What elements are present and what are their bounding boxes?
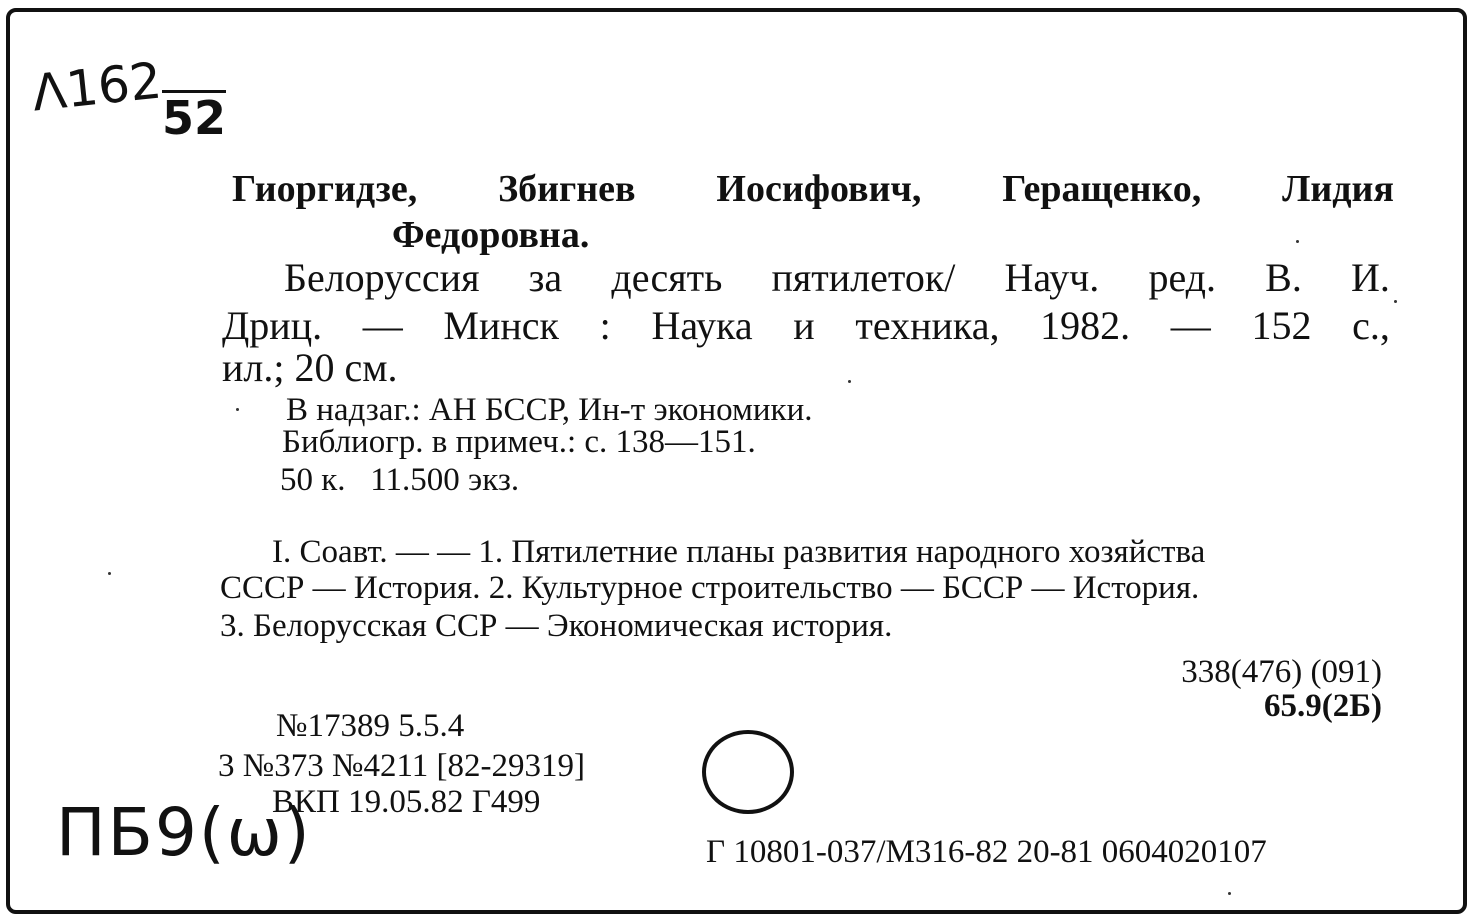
description-word: Белоруссия: [284, 255, 480, 300]
description-word: и: [793, 303, 815, 348]
description-word: ред.: [1148, 255, 1217, 300]
note-price-print-run: 50 к. 11.500 экз.: [280, 462, 520, 498]
note-series: В надзаг.: АН БССР, Ин-т экономики.: [286, 392, 813, 428]
description-word: 1982.: [1040, 303, 1131, 348]
scan-speck: [1296, 240, 1299, 243]
author-word: Лидия: [1282, 168, 1394, 210]
description-word: —: [1170, 303, 1211, 348]
description-word: Наука: [651, 303, 753, 348]
registration-line-1: №17389 5.5.4: [276, 708, 465, 744]
subject-line-2: СССР — История. 2. Культурное строительство — БССР — История.: [220, 570, 1200, 606]
description-word: Дриц.: [222, 303, 323, 348]
scan-speck: [236, 408, 239, 411]
description-word: :: [599, 303, 611, 348]
author-word: Гиоргидзе,: [232, 168, 418, 210]
description-line-1: [284, 255, 1390, 300]
description-line-2: [222, 303, 1390, 348]
description-word: В.: [1265, 255, 1302, 300]
scan-speck: [848, 380, 851, 383]
description-word: И.: [1351, 255, 1390, 300]
description-word: 152: [1251, 303, 1312, 348]
handwritten-shelf-number: Λ162: [29, 51, 165, 123]
description-word: пятилеток/: [771, 255, 956, 300]
note-bibliography: Библиогр. в примеч.: с. 138—151.: [282, 424, 756, 460]
udc-index: 338(476) (091): [1181, 654, 1382, 690]
description-word: десять: [611, 255, 723, 300]
scan-speck: [108, 572, 111, 575]
scan-speck: [1228, 892, 1231, 895]
subject-line-1: I. Соавт. — — 1. Пятилетние планы развития народного хозяйства: [272, 534, 1206, 570]
description-word: Науч.: [1004, 255, 1100, 300]
description-word: техника,: [855, 303, 1000, 348]
handwritten-fraction: 52: [162, 91, 227, 145]
scan-speck: [1394, 300, 1397, 303]
description-word: Минск: [443, 303, 559, 348]
catalog-code: Г 10801-037/М316-82 20-81 0604020107: [706, 834, 1267, 870]
description-word: с.,: [1352, 303, 1390, 348]
registration-line-3: ВКП 19.05.82 Г499: [272, 784, 541, 820]
description-word: за: [528, 255, 563, 300]
card-punch-hole: [702, 730, 794, 814]
author-word: Геращенко,: [1002, 168, 1202, 210]
bbk-index: 65.9(2Б): [1263, 688, 1382, 724]
registration-line-2: 3 №373 №4211 [82-29319]: [218, 748, 585, 784]
description-word: —: [362, 303, 403, 348]
author-word: Збигнев: [498, 168, 636, 210]
author-heading-line-2: Федоровна.: [392, 214, 590, 256]
handwritten-location-code: ПБ9(ω): [56, 794, 312, 871]
author-heading-line-1: [232, 170, 1394, 208]
author-word: Иосифович,: [716, 168, 922, 210]
description-line-3: ил.; 20 см.: [222, 345, 398, 390]
subject-line-3: 3. Белорусская ССР — Экономическая история.: [220, 608, 893, 644]
